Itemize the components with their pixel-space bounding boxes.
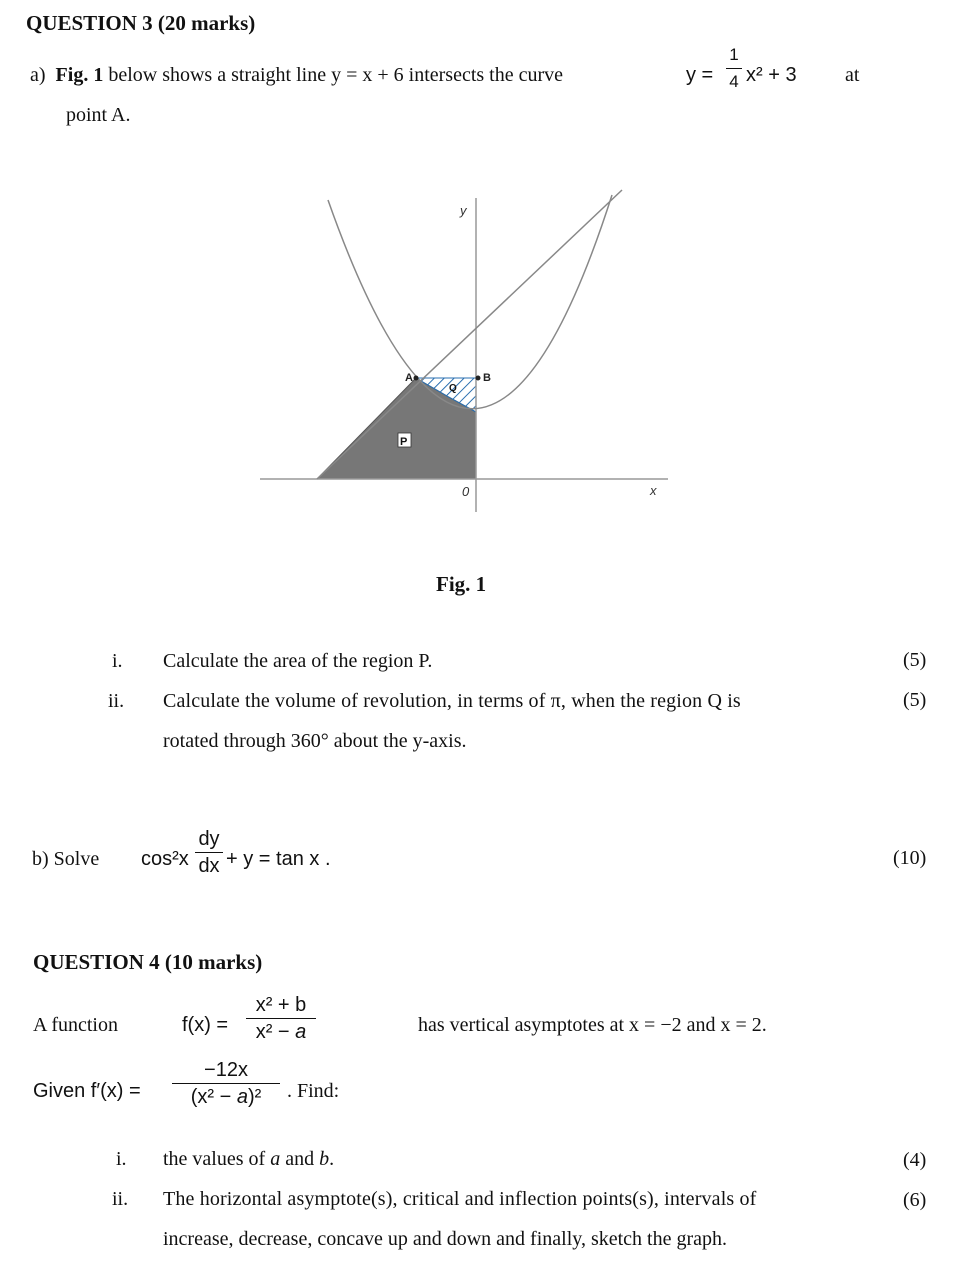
region-q-label: Q (449, 383, 457, 394)
part-b-marks: (10) (893, 847, 927, 869)
function-numerator: x² + b (255, 994, 307, 1016)
given-label: Given f′(x) = (33, 1080, 141, 1102)
fraction-bar (172, 1083, 280, 1084)
point-a-label: A (405, 372, 413, 384)
question-4-marks: (10 marks) (164, 950, 263, 974)
given-denominator-close: )² (247, 1086, 262, 1108)
derivative-numerator: dy (198, 828, 220, 850)
question-3-title: QUESTION 3 (26, 11, 153, 35)
origin-label: 0 (462, 484, 470, 499)
part-a-i-text: Calculate the area of the region P. (163, 650, 433, 672)
curve-fraction-numerator: 1 (729, 45, 739, 64)
part-a-ii-number: ii. (108, 690, 125, 712)
q4-ii-marks: (6) (903, 1189, 927, 1211)
region-p-label: P (400, 436, 408, 448)
function-asymptote-text: has vertical asymptotes at x = −2 and x = 2. (418, 1014, 767, 1036)
part-b-rhs: + y = tan x . (226, 848, 331, 870)
part-b-lhs: cos²x (141, 848, 189, 870)
x-axis-label: x (650, 483, 657, 498)
fraction-bar (246, 1018, 316, 1019)
given-denominator-open: (x² − (190, 1086, 237, 1108)
part-a-ii-text: Calculate the volume of revolution, in terms of π, when the region Q is (163, 690, 741, 712)
part-a-at: at (845, 64, 860, 86)
question-4-title: QUESTION 4 (33, 950, 160, 974)
q4-i-number: i. (116, 1148, 127, 1170)
part-a-ii-continuation: rotated through 360° about the y-axis. (163, 730, 467, 752)
given-numerator: −12x (204, 1059, 248, 1081)
q4-i-text-a: the values of (163, 1148, 271, 1170)
function-lhs: f(x) = (182, 1014, 229, 1036)
given-find: . Find: (287, 1080, 340, 1102)
q4-i-marks: (4) (903, 1149, 927, 1171)
function-label: A function (33, 1014, 118, 1036)
point-b-marker (476, 376, 481, 381)
q4-ii-number: ii. (112, 1188, 129, 1210)
figure-caption: Fig. 1 (436, 572, 487, 596)
curve-equation-lhs: y = (686, 64, 714, 86)
part-a-ii-marks: (5) (903, 689, 927, 711)
question-3-marks: (20 marks) (157, 11, 256, 35)
q4-i-var-b: b (319, 1148, 330, 1170)
given-derivative-fraction (172, 1059, 280, 1108)
part-b-label: b) Solve (32, 848, 100, 870)
q4-ii-text: The horizontal asymptote(s), critical and inflection points(s), intervals of (163, 1188, 757, 1210)
q4-i-text-c: . (329, 1148, 335, 1170)
point-a-marker (414, 376, 419, 381)
q4-i-text (163, 1148, 334, 1171)
part-a-label: a) (30, 64, 46, 86)
function-denominator-a: a (295, 1021, 307, 1043)
question-4-header (33, 950, 262, 975)
figure-1-graph (0, 0, 980, 560)
given-denominator (172, 1086, 280, 1108)
curve-fraction-denominator: 4 (729, 72, 739, 91)
point-b-label: B (483, 372, 491, 384)
y-axis-label: y (460, 203, 467, 218)
part-b-derivative (195, 828, 223, 877)
q4-i-text-b: and (280, 1148, 320, 1170)
function-denominator-x: x² − (255, 1021, 296, 1043)
q4-ii-continuation: increase, decrease, concave up and down and finally, sketch the graph. (163, 1228, 728, 1250)
part-a-i-marks: (5) (903, 649, 927, 671)
function-denominator (246, 1021, 316, 1043)
curve-equation-rhs: x² + 3 (746, 64, 797, 86)
fig-reference: Fig. 1 (55, 64, 104, 86)
given-denominator-a: a (236, 1086, 248, 1108)
q4-i-var-a: a (270, 1148, 281, 1170)
part-a-i-number: i. (112, 650, 123, 672)
fraction-bar (195, 852, 223, 853)
function-fraction (246, 994, 316, 1043)
part-a-text: below shows a straight line y = x + 6 intersects the curve (108, 64, 564, 86)
derivative-denominator: dx (198, 855, 220, 877)
part-a-continuation: point A. (66, 104, 131, 126)
parabola-curve (328, 195, 612, 409)
